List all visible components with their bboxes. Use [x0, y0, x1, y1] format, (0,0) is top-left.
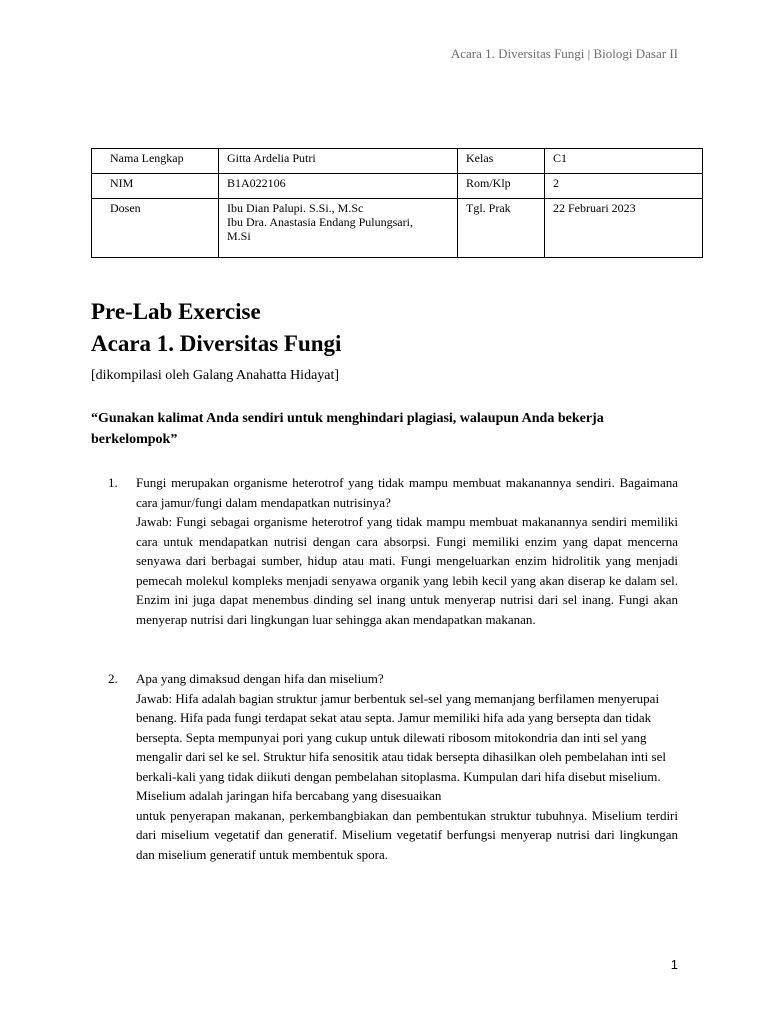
rom-label: Rom/Klp	[458, 174, 545, 199]
table-row	[92, 199, 703, 258]
title-line-1: Pre-Lab Exercise	[91, 299, 261, 324]
question-number: 2.	[108, 671, 118, 686]
nama-label: Nama Lengkap	[92, 149, 219, 174]
table-row	[92, 174, 703, 199]
compiled-by: [dikompilasi oleh Galang Anahatta Hidayat]	[91, 368, 340, 383]
dosen-line-3: M.Si	[227, 229, 251, 243]
dosen-line-1: Ibu Dian Palupi. S.Si., M.Sc	[227, 201, 364, 215]
rom-value: 2	[545, 174, 703, 199]
tgl-value: 22 Februari 2023	[545, 199, 703, 258]
answer-text-continued: untuk penyerapan makanan, perkembangbiakan dan pembentukan struktur tubuhnya. Miselium terdiri dari miselium vegetatif dan generatif. Miselium vegetatif berfungsi menyerap nutrisi dari lingkungan dan miselium generatif untuk membentuk spora.	[136, 807, 678, 862]
answer-text: Jawab: Hifa adalah bagian struktur jamur berbentuk sel-sel yang memanjang berfilamen menyerupai benang. Hifa pada fungi terdapat sekat atau septa. Jamur memiliki hifa ada yang bersepta dan tidak bersepta. Septa mempunyai pori yang cukup untuk dilewati ribosom mitokondria dan inti sel yang mengalir dari sel ke sel. Struktur hifa senositik atau tidak bersepta dihasilkan oleh pembelahan inti sel berkali-kali yang tidak diikuti dengan pembelahan sitoplasma. Kumpulan dari hifa disebut miselium. Miselium adalah jaringan hifa bercabang yang disesuaikan	[136, 690, 666, 803]
dosen-line-2: Ibu Dra. Anastasia Endang Pulungsari,	[227, 215, 413, 229]
question-text: Apa yang dimaksud dengan hifa dan miselium?	[136, 671, 384, 686]
kelas-label: Kelas	[458, 149, 545, 174]
table-row	[92, 149, 703, 174]
running-header: Acara 1. Diversitas Fungi | Biologi Dasar II	[450, 46, 678, 61]
kelas-value: C1	[545, 149, 703, 174]
instruction-quote: “Gunakan kalimat Anda sendiri untuk menghindari plagiasi, walaupun Anda bekerja berkelompok”	[91, 411, 604, 447]
student-info-table	[91, 148, 703, 258]
question-item-2	[108, 669, 678, 864]
page-number: 1	[670, 957, 678, 972]
question-item-1	[108, 473, 678, 629]
page-title	[91, 296, 341, 360]
nim-label: NIM	[92, 174, 219, 199]
answer-text: Jawab: Fungi sebagai organisme heterotrof yang tidak mampu membuat makanannya sendiri memiliki cara untuk mendapatkan nutrisi dengan cara absorpsi. Fungi memiliki enzim yang dapat mencerna senyawa dari berbagai sumber, hidup atau mati. Fungi mengeluarkan enzim hidrolitik yang menjadi pemecah molekul kompleks menjadi senyawa organik yang lebih kecil yang akan diserap ke dalam sel. Enzim ini juga dapat menembus dinding sel inang untuk menyerap nutrisi dari sel inang. Fungi akan menyerap nutrisi dari lingkungan luar sehingga akan mendapatkan makanan.	[136, 514, 678, 627]
dosen-label: Dosen	[92, 199, 219, 258]
tgl-label: Tgl. Prak	[458, 199, 545, 258]
nama-value: Gitta Ardelia Putri	[219, 149, 458, 174]
question-number: 1.	[108, 475, 118, 490]
dosen-value	[219, 199, 458, 258]
question-text: Fungi merupakan organisme heterotrof yang tidak mampu membuat makanannya sendiri. Bagaimana cara jamur/fungi dalam mendapatkan nutrisinya?	[136, 475, 678, 510]
title-line-2: Acara 1. Diversitas Fungi	[91, 331, 342, 356]
nim-value: B1A022106	[219, 174, 458, 199]
